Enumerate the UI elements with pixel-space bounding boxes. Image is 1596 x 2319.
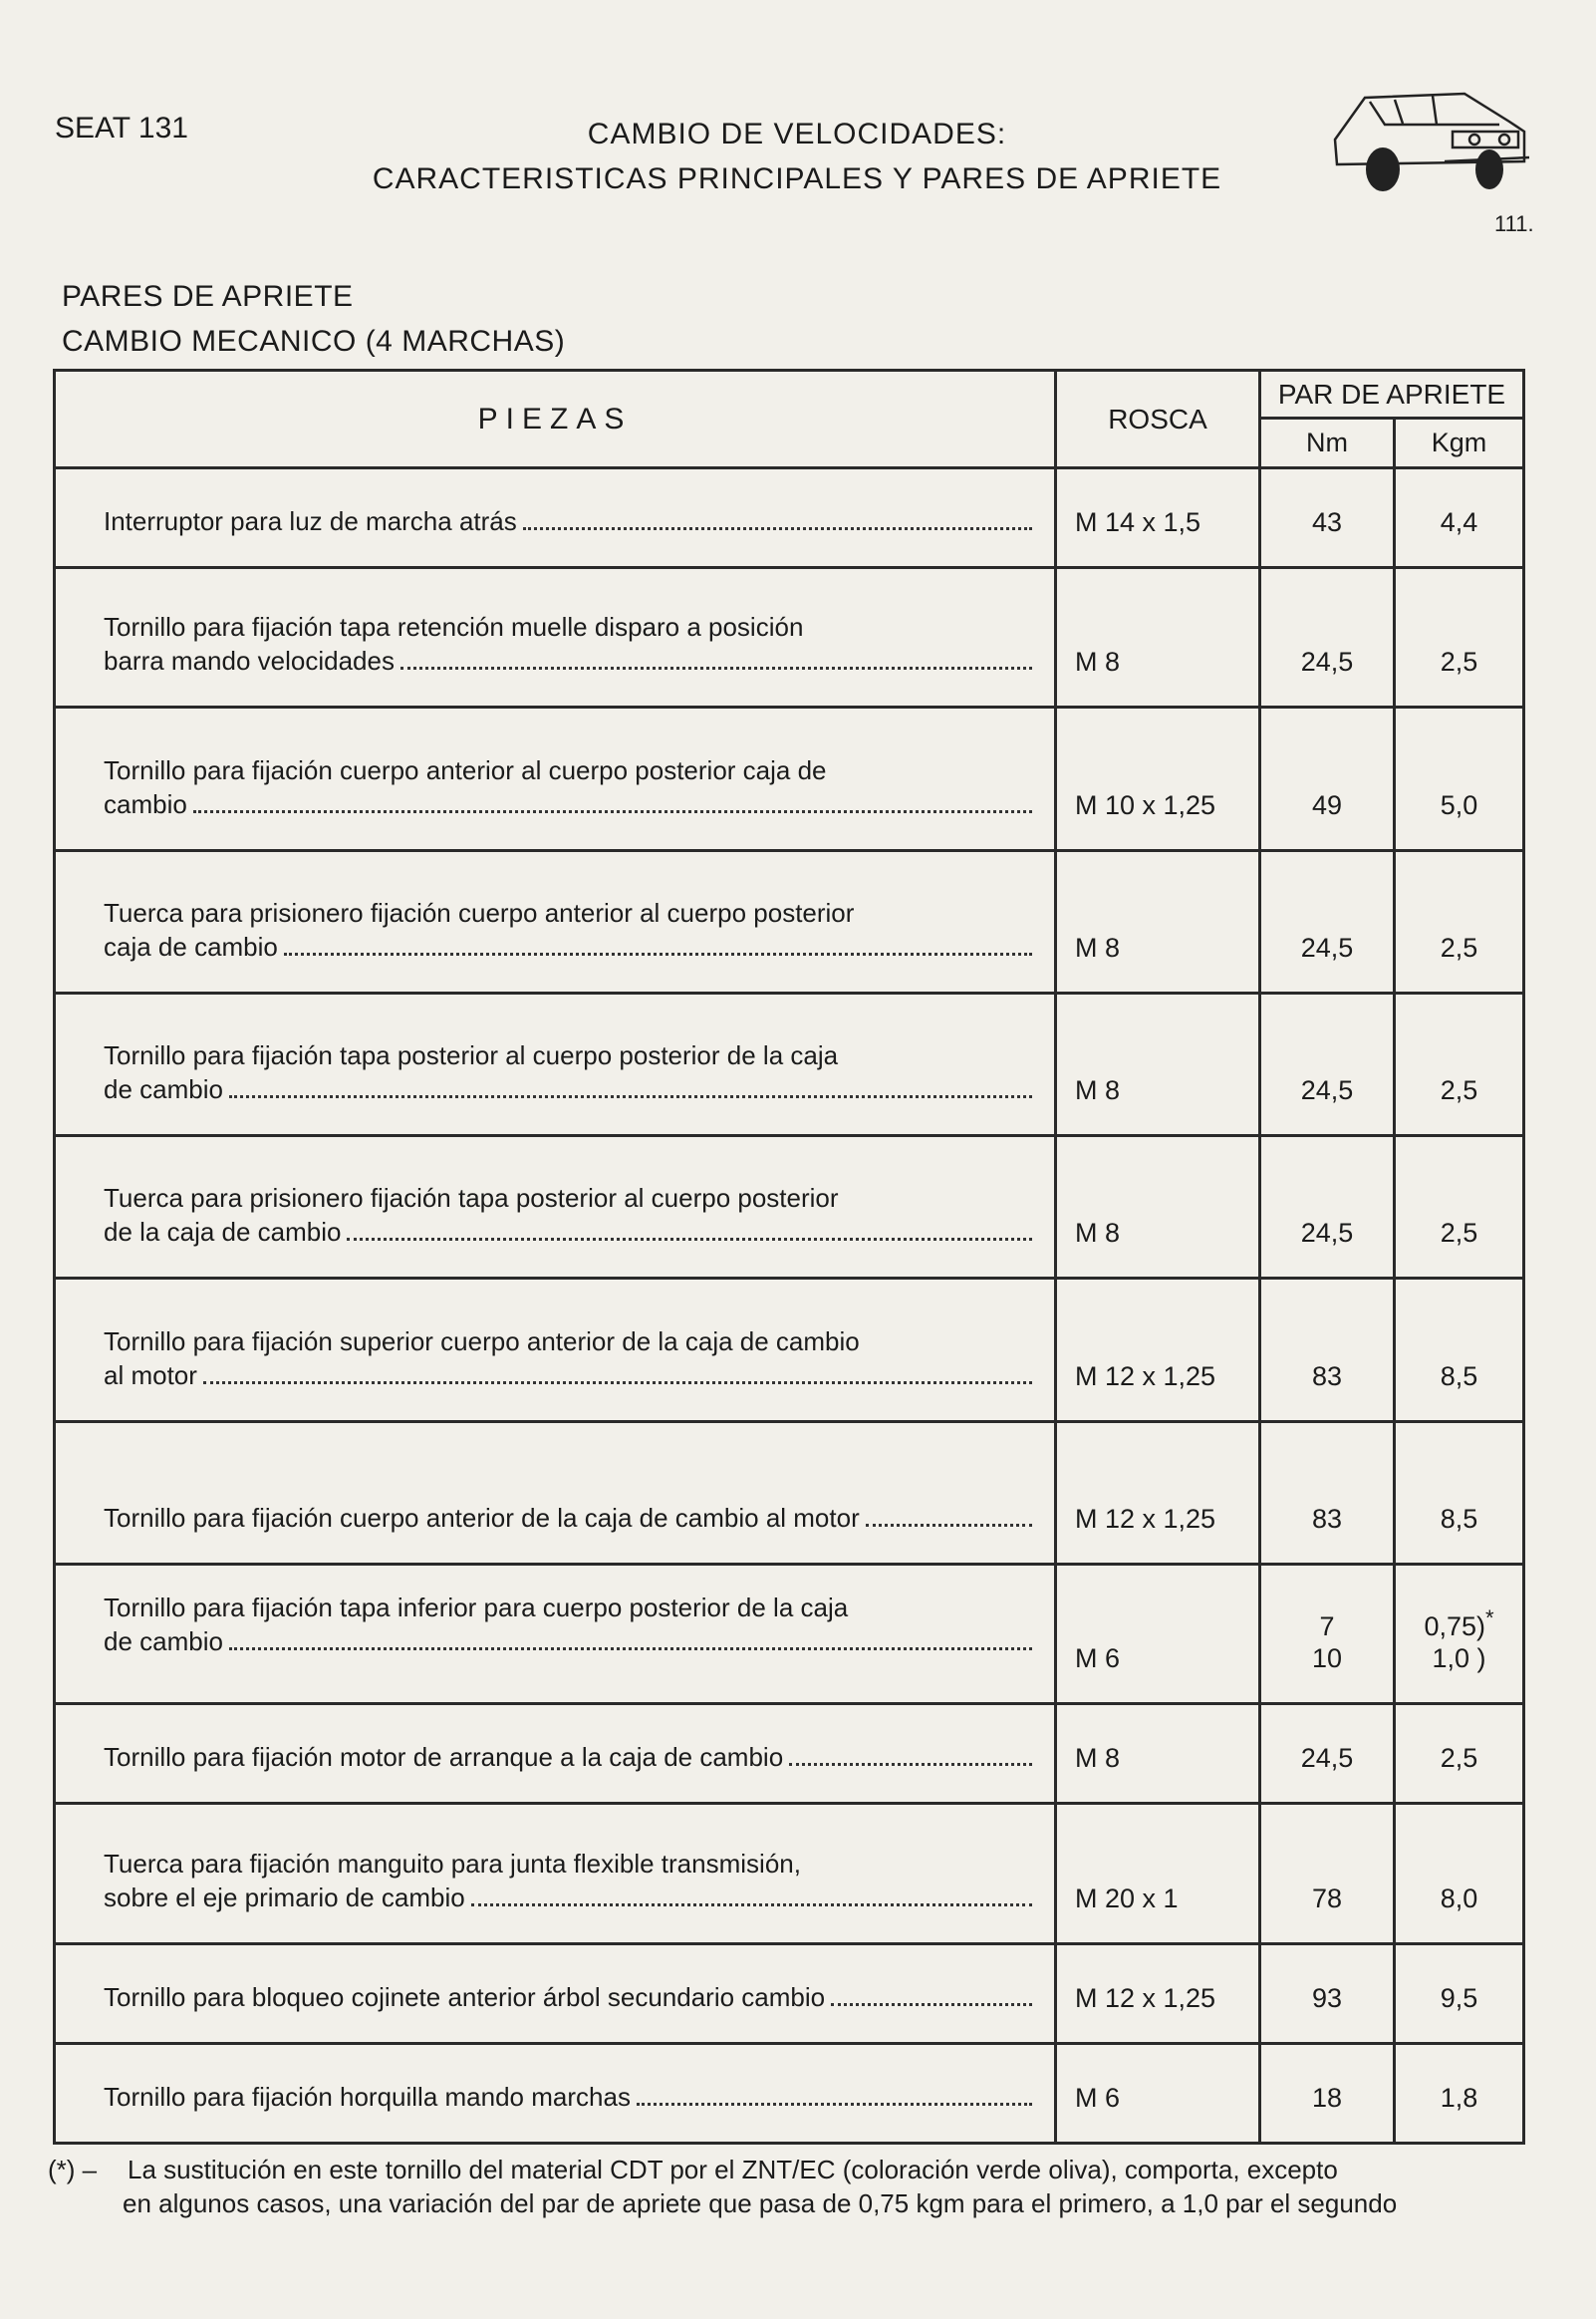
table-row	[55, 468, 1524, 568]
piece-cell	[55, 1421, 1056, 1564]
leader-dots	[471, 1903, 1032, 1906]
kgm-cell: 2,5	[1395, 1704, 1524, 1804]
piece-description-cont: de cambio	[104, 1074, 223, 1105]
thread-cell: M 10 x 1,25	[1056, 708, 1260, 850]
nm-cell: 24,5	[1260, 993, 1395, 1135]
table-row	[55, 1136, 1524, 1279]
nm-cell	[1260, 1564, 1395, 1703]
table-row	[55, 1804, 1524, 1943]
section-title	[62, 274, 565, 364]
kgm-cell: 2,5	[1395, 993, 1524, 1135]
nm-cell: 24,5	[1260, 850, 1395, 993]
piece-description: Tuerca para prisionero fijación cuerpo anterior al cuerpo posterior	[104, 897, 855, 928]
nm-cell: 83	[1260, 1279, 1395, 1421]
nm-cell: 93	[1260, 1943, 1395, 2043]
footnote	[48, 2153, 1542, 2220]
leader-dots	[789, 1763, 1032, 1766]
piece-cell	[55, 2043, 1056, 2143]
footnote-line-1: La sustitución en este tornillo del material CDT por el ZNT/EC (coloración verde oliva), comporta, excepto	[128, 2155, 1338, 2184]
leader-dots	[866, 1524, 1032, 1527]
table-row	[55, 568, 1524, 708]
piece-description: Tornillo para fijación tapa inferior para cuerpo posterior de la caja	[104, 1593, 849, 1623]
footnote-line-2: en algunos casos, una variación del par de apriete que pasa de 0,75 kgm para el primero, a 1,0 par el segundo	[123, 2188, 1398, 2218]
table-row	[55, 850, 1524, 993]
piece-cell	[55, 568, 1056, 708]
piece-cell	[55, 1804, 1056, 1943]
table-row	[55, 1279, 1524, 1421]
leader-dots	[193, 810, 1032, 813]
thread-cell: M 8	[1056, 568, 1260, 708]
piece-description-cont: cambio	[104, 788, 187, 819]
leader-dots	[284, 953, 1032, 956]
table-row	[55, 1421, 1524, 1564]
thread-cell: M 20 x 1	[1056, 1804, 1260, 1943]
table-row	[55, 1704, 1524, 1804]
piece-cell	[55, 1136, 1056, 1279]
piece-description-cont: barra mando velocidades	[104, 646, 395, 677]
header-par-de-apriete: PAR DE APRIETE	[1260, 371, 1524, 419]
header-piezas: PIEZAS	[55, 371, 1056, 468]
piece-description-cont: caja de cambio	[104, 931, 278, 962]
thread-cell: M 12 x 1,25	[1056, 1421, 1260, 1564]
piece-cell	[55, 468, 1056, 568]
kgm-cell: 2,5	[1395, 850, 1524, 993]
piece-cell	[55, 993, 1056, 1135]
leader-dots	[203, 1381, 1032, 1384]
piece-description: Tuerca para fijación manguito para junta flexible transmisión,	[104, 1848, 801, 1879]
thread-cell: M 6	[1056, 2043, 1260, 2143]
nm-cell: 43	[1260, 468, 1395, 568]
thread-cell: M 8	[1056, 1704, 1260, 1804]
kgm-cell: 2,5	[1395, 1136, 1524, 1279]
nm-value-second: 10	[1311, 1643, 1343, 1674]
header-nm: Nm	[1260, 419, 1395, 468]
thread-cell: M 14 x 1,5	[1056, 468, 1260, 568]
leader-dots	[400, 667, 1032, 670]
piece-description: Tornillo para fijación motor de arranque a la caja de cambio	[104, 1742, 784, 1773]
piece-description: Tornillo para fijación tapa retención muelle disparo a posición	[104, 612, 804, 643]
kgm-cell: 4,4	[1395, 468, 1524, 568]
piece-description: Tornillo para fijación tapa posterior al cuerpo posterior de la caja	[104, 1040, 839, 1071]
piece-description: Tornillo para fijación cuerpo anterior de la caja de cambio al motor	[104, 1502, 860, 1533]
brand-label: SEAT 131	[55, 112, 188, 145]
piece-cell	[55, 850, 1056, 993]
nm-cell: 18	[1260, 2043, 1395, 2143]
header-rosca: ROSCA	[1056, 371, 1260, 468]
kgm-cell: 5,0	[1395, 708, 1524, 850]
section-title-line-1: PARES DE APRIETE	[62, 280, 354, 313]
leader-dots	[523, 527, 1032, 530]
piece-description: Tornillo para fijación superior cuerpo anterior de la caja de cambio	[104, 1325, 860, 1356]
title-line-2: CARACTERISTICAS PRINCIPALES Y PARES DE APRIETE	[372, 162, 1222, 195]
table-row	[55, 993, 1524, 1135]
kgm-value-second: 1,0 )	[1432, 1643, 1486, 1674]
nm-cell: 49	[1260, 708, 1395, 850]
piece-cell	[55, 1704, 1056, 1804]
kgm-cell	[1395, 1564, 1524, 1703]
kgm-cell: 1,8	[1395, 2043, 1524, 2143]
table-row	[55, 1564, 1524, 1703]
table-row	[55, 708, 1524, 850]
thread-cell: M 8	[1056, 1136, 1260, 1279]
thread-cell: M 8	[1056, 850, 1260, 993]
footnote-mark: (*) –	[48, 2155, 98, 2184]
kgm-cell: 9,5	[1395, 1943, 1524, 2043]
piece-description: Tornillo para fijación horquilla mando marchas	[104, 2082, 631, 2112]
piece-description-cont: sobre el eje primario de cambio	[104, 1882, 465, 1912]
nm-value-first: 7	[1319, 1611, 1335, 1642]
title-line-1: CAMBIO DE VELOCIDADES:	[587, 118, 1007, 150]
torque-table	[53, 369, 1525, 2145]
thread-cell: M 12 x 1,25	[1056, 1943, 1260, 2043]
table-row	[55, 2043, 1524, 2143]
piece-description: Tornillo para bloqueo cojinete anterior árbol secundario cambio	[104, 1981, 826, 2012]
section-title-line-2: CAMBIO MECANICO (4 MARCHAS)	[62, 325, 566, 358]
piece-cell	[55, 1943, 1056, 2043]
nm-cell: 83	[1260, 1421, 1395, 1564]
kgm-cell: 2,5	[1395, 568, 1524, 708]
car-illustration	[1325, 70, 1534, 199]
nm-cell: 24,5	[1260, 568, 1395, 708]
piece-description-cont: de la caja de cambio	[104, 1217, 342, 1248]
piece-cell	[55, 708, 1056, 850]
nm-cell: 24,5	[1260, 1704, 1395, 1804]
thread-cell: M 8	[1056, 993, 1260, 1135]
leader-dots	[229, 1095, 1032, 1098]
leader-dots	[229, 1647, 1032, 1650]
piece-cell	[55, 1279, 1056, 1421]
thread-cell: M 12 x 1,25	[1056, 1279, 1260, 1421]
kgm-cell: 8,0	[1395, 1804, 1524, 1943]
piece-description: Tuerca para prisionero fijación tapa posterior al cuerpo posterior	[104, 1183, 839, 1214]
note-marker: *	[1484, 1605, 1494, 1631]
piece-cell	[55, 1564, 1056, 1703]
kgm-cell: 8,5	[1395, 1279, 1524, 1421]
table-row	[55, 1943, 1524, 2043]
thread-cell: M 6	[1056, 1564, 1260, 1703]
kgm-value-first: 0,75)*	[1424, 1605, 1494, 1642]
header-kgm: Kgm	[1395, 419, 1524, 468]
page-number: 111.	[1494, 211, 1534, 236]
leader-dots	[347, 1238, 1032, 1241]
document-title	[299, 112, 1295, 201]
piece-description: Tornillo para fijación cuerpo anterior al cuerpo posterior caja de	[104, 754, 827, 785]
leader-dots	[831, 2003, 1032, 2006]
piece-description-cont: de cambio	[104, 1626, 223, 1657]
nm-cell: 24,5	[1260, 1136, 1395, 1279]
piece-description: Interruptor para luz de marcha atrás	[104, 506, 517, 537]
nm-cell: 78	[1260, 1804, 1395, 1943]
kgm-cell: 8,5	[1395, 1421, 1524, 1564]
leader-dots	[637, 2103, 1032, 2106]
piece-description-cont: al motor	[104, 1359, 197, 1390]
